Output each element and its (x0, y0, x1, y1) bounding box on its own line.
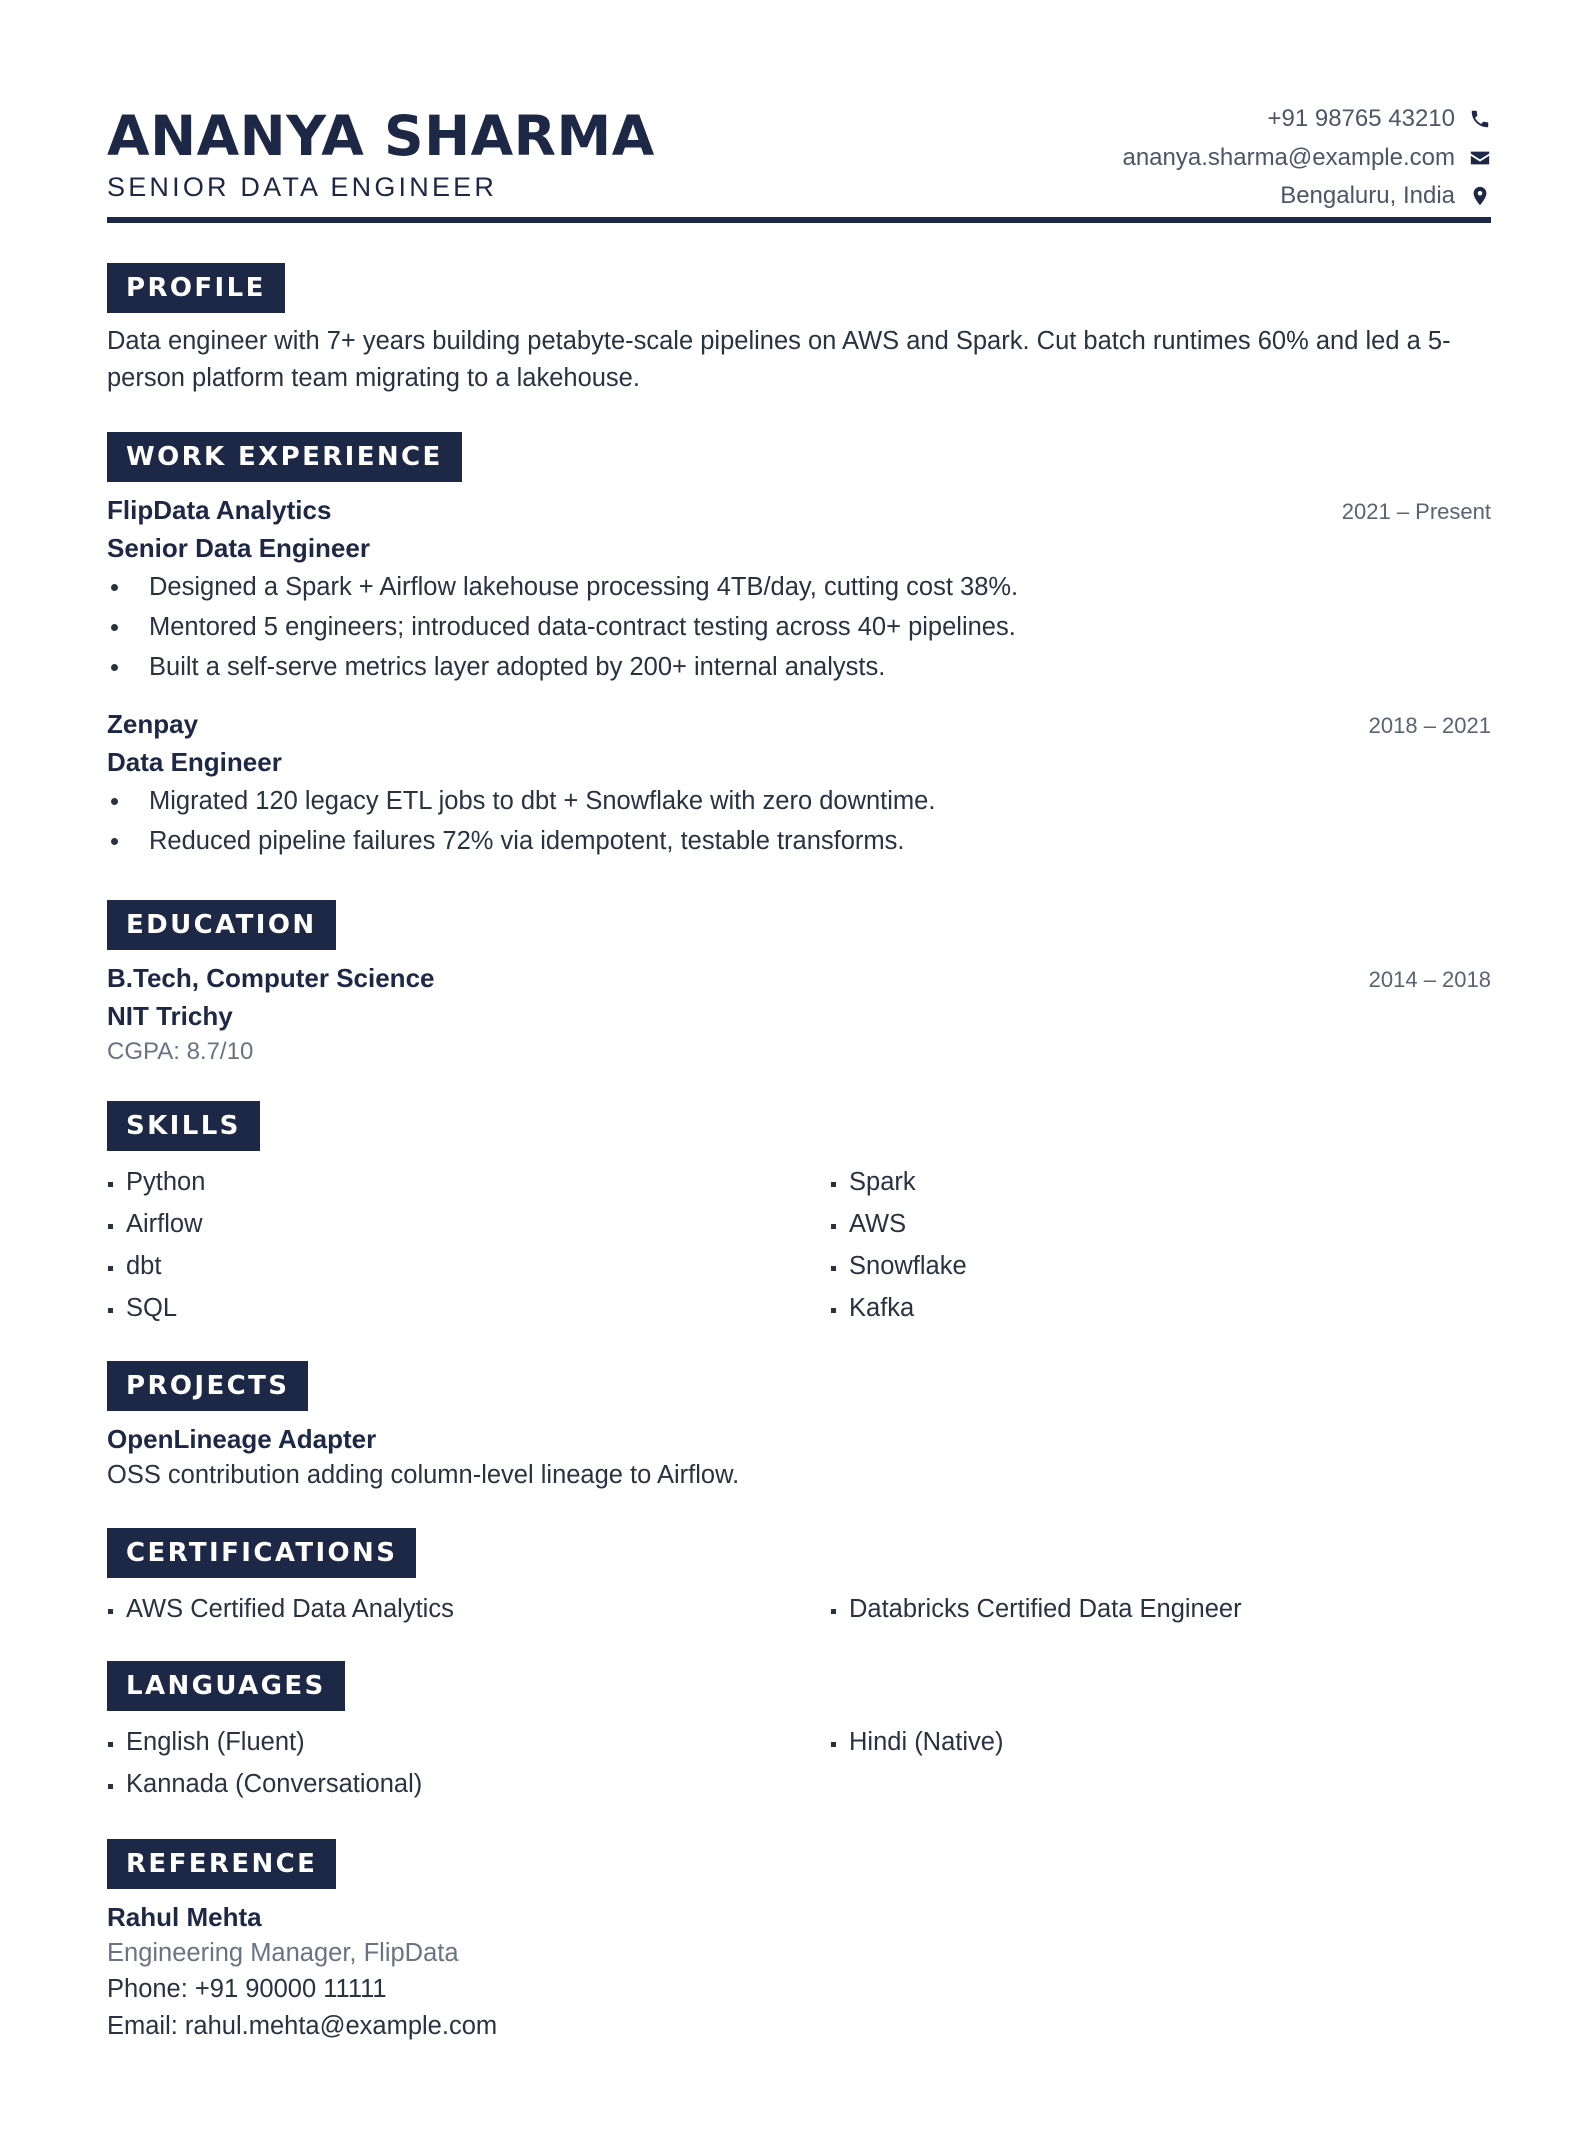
project-description: OSS contribution adding column-level lineage to Airflow. (107, 1461, 740, 1489)
list-item: Migrated 120 legacy ETL jobs to dbt + Snowflake with zero downtime. (107, 781, 1491, 821)
project-entry (107, 1421, 1491, 1494)
reference-email: Email: rahul.mehta@example.com (107, 2012, 498, 2040)
resume-page (107, 100, 1491, 2040)
list-item: Reduced pipeline failures 72% via idempotent, testable transforms. (107, 821, 1491, 861)
project-name: OpenLineage Adapter (107, 1424, 377, 1454)
language-item: Hindi (Native) (830, 1721, 1490, 1763)
job-bullets (107, 567, 1491, 687)
list-item: Built a self-serve metrics layer adopted by 200+ internal analysts. (107, 647, 1491, 687)
reference-phone: Phone: +91 90000 11111 (107, 1975, 387, 2003)
degree-name: B.Tech, Computer Science (107, 963, 435, 993)
certifications-section (107, 1528, 1491, 1630)
certifications-list (107, 1588, 1491, 1630)
candidate-name: ANANYA SHARMA (107, 104, 655, 168)
job-dates: 2021 – Present (1341, 499, 1491, 524)
envelope-icon (1469, 147, 1491, 169)
education-section (107, 900, 1491, 1069)
education-entry (107, 960, 1491, 1069)
section-heading: PROFILE (107, 263, 285, 313)
section-heading: LANGUAGES (107, 1661, 345, 1711)
candidate-title: SENIOR DATA ENGINEER (107, 172, 498, 202)
phone-icon (1469, 108, 1491, 130)
job-dates: 2018 – 2021 (1368, 713, 1491, 738)
phone-text: +91 98765 43210 (1267, 105, 1455, 133)
list-item: Mentored 5 engineers; introduced data-contract testing across 40+ pipelines. (107, 607, 1491, 647)
experience-section (107, 432, 1491, 861)
skill-item: Spark (830, 1161, 1490, 1203)
skill-item: Kafka (830, 1287, 1490, 1329)
skills-section (107, 1101, 1491, 1329)
section-heading: REFERENCE (107, 1839, 336, 1889)
section-heading: WORK EXPERIENCE (107, 432, 462, 482)
contact-location (1122, 177, 1491, 216)
job-entry (107, 492, 1491, 687)
section-heading: EDUCATION (107, 900, 336, 950)
skill-item: Airflow (107, 1203, 830, 1245)
education-dates: 2014 – 2018 (1368, 967, 1491, 992)
projects-section (107, 1361, 1491, 1494)
skill-item: AWS (830, 1203, 1490, 1245)
languages-list (107, 1721, 1491, 1805)
job-entry (107, 706, 1491, 861)
email-text: ananya.sharma@example.com (1122, 143, 1455, 171)
reference-position: Engineering Manager, FlipData (107, 1939, 459, 1967)
reference-name: Rahul Mehta (107, 1902, 262, 1932)
contact-block (1122, 100, 1491, 216)
profile-text: Data engineer with 7+ years building petabyte-scale pipelines on AWS and Spark. Cut batch runtimes 60% and led a 5-person platform team migrating to a lakehouse. (107, 327, 1451, 392)
school-name: NIT Trichy (107, 1001, 233, 1031)
job-bullets (107, 781, 1491, 861)
skill-item: dbt (107, 1245, 830, 1287)
certification-item: AWS Certified Data Analytics (107, 1588, 830, 1630)
language-item: English (Fluent) (107, 1721, 830, 1763)
company-name: Zenpay (107, 709, 199, 739)
map-pin-icon (1469, 185, 1491, 207)
languages-section (107, 1661, 1491, 1805)
section-heading: PROJECTS (107, 1361, 308, 1411)
skill-item: Python (107, 1161, 830, 1203)
section-heading: SKILLS (107, 1101, 260, 1151)
profile-section (107, 263, 1491, 397)
job-role: Data Engineer (107, 747, 282, 777)
job-role: Senior Data Engineer (107, 533, 370, 563)
header-divider (107, 217, 1491, 223)
reference-entry (107, 1899, 1491, 2045)
company-name: FlipData Analytics (107, 495, 332, 525)
grade-text: CGPA: 8.7/10 (107, 1038, 254, 1065)
skill-item: Snowflake (830, 1245, 1490, 1287)
skills-list (107, 1161, 1491, 1329)
resume-header (107, 100, 1491, 225)
contact-email (1122, 139, 1491, 178)
language-item: Kannada (Conversational) (107, 1763, 830, 1805)
section-heading: CERTIFICATIONS (107, 1528, 416, 1578)
skill-item: SQL (107, 1287, 830, 1329)
reference-section (107, 1839, 1491, 2045)
contact-phone (1122, 100, 1491, 139)
list-item: Designed a Spark + Airflow lakehouse processing 4TB/day, cutting cost 38%. (107, 567, 1491, 607)
location-text: Bengaluru, India (1280, 182, 1455, 210)
certification-item: Databricks Certified Data Engineer (830, 1588, 1490, 1630)
